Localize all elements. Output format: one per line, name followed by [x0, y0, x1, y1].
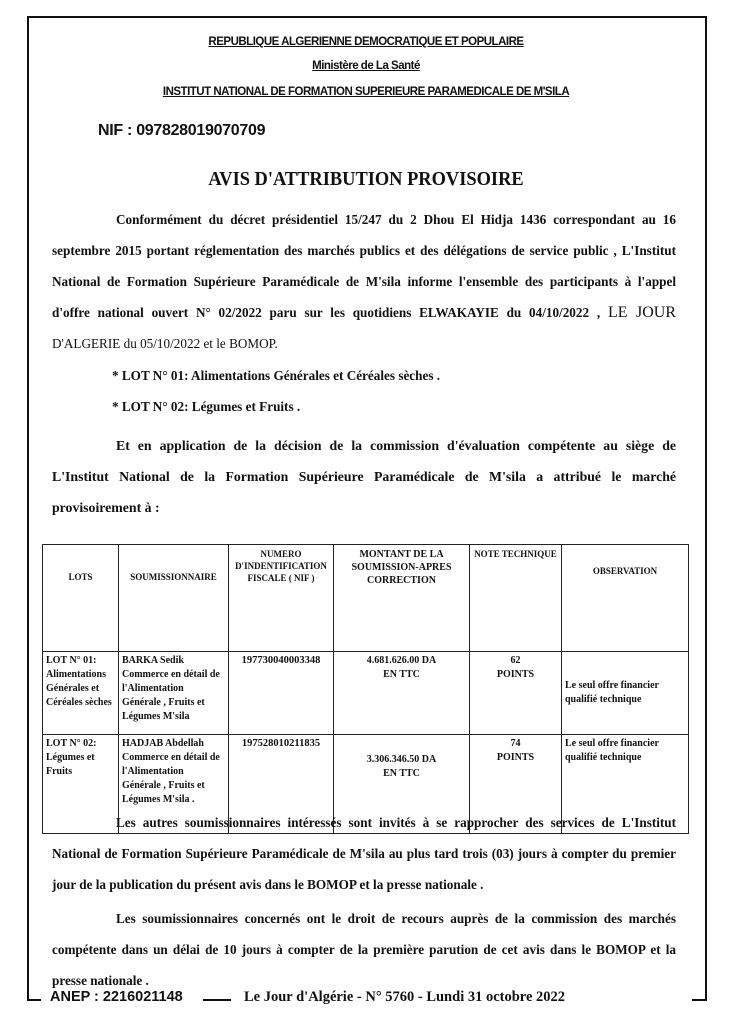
amount-suffix: EN TTC	[383, 768, 420, 779]
frame-bottom-left	[27, 999, 41, 1001]
amount-value: 4.681.626.00 DA	[366, 655, 437, 666]
recourse-paragraph: Les soumissionnaires concernés ont le droit de recours auprès de la commission des marchés compétente dans un délai de 10 jours à compter de la première parution de cet avis dans le BOMOP et la presse nationale .	[52, 911, 676, 988]
intro-paragraph	[52, 204, 676, 359]
amount-cell	[334, 652, 470, 735]
notice-title: AVIS D'ATTRIBUTION PROVISOIRE	[208, 168, 524, 190]
ministry-heading: Ministère de La Santé	[312, 60, 420, 72]
lot-cell: LOT N° 01: Alimentations Générales et Céréales sèches	[43, 652, 119, 735]
table-row	[43, 652, 689, 735]
column-header: OBSERVATION	[562, 545, 689, 652]
nif-number: NIF : 097828019070709	[98, 122, 266, 139]
newspaper-name: LE JOUR	[607, 304, 676, 321]
lot-item: * LOT N° 02: Légumes et Fruits .	[112, 399, 301, 414]
journal-reference: Le Jour d'Algérie - N° 5760 - Lundi 31 octobre 2022	[240, 989, 569, 1011]
score-cell	[470, 652, 562, 735]
column-header: NUMERO D'INDENTIFICATION FISCALE ( NIF )	[229, 545, 334, 652]
score-value: 74	[510, 738, 521, 749]
intro-text-end: D'ALGERIE du 05/10/2022 et le BOMOP.	[52, 336, 278, 351]
amount-suffix: EN TTC	[383, 669, 420, 680]
decision-paragraph: Et en application de la décision de la commission d'évaluation compétente au siège de L'Institut National de la Formation Supérieure Paramédicale de M'sila a attribué le marché provisoirement à :	[52, 438, 676, 515]
anep-number: ANEP : 2216021148	[48, 989, 185, 1011]
column-header: NOTE TECHNIQUE	[470, 545, 562, 652]
column-header: MONTANT DE LA SOUMISSION-APRES CORRECTION	[334, 545, 470, 652]
lot-cell: LOT N° 02: Légumes et Fruits	[43, 735, 119, 834]
observation-cell: Le seul offre financier qualifié technique	[562, 652, 689, 735]
score-unit: POINTS	[496, 752, 535, 763]
footer-dash	[203, 999, 231, 1001]
score-unit: POINTS	[496, 669, 535, 680]
attribution-table	[42, 544, 689, 834]
bidder-cell: BARKA Sedik Commerce en détail de l'Alimentation Générale , Fruits et Légumes M'sila	[119, 652, 229, 735]
nif-cell: 197730040003348	[229, 652, 334, 735]
score-value: 62	[510, 655, 521, 666]
table-header-row	[43, 545, 689, 652]
republic-heading: REPUBLIQUE ALGERIENNE DEMOCRATIQUE ET POPULAIRE	[208, 36, 524, 48]
institute-heading: INSTITUT NATIONAL DE FORMATION SUPERIEURE PARAMEDICALE DE M'SILA	[162, 86, 570, 98]
column-header: SOUMISSIONNAIRE	[119, 545, 229, 652]
others-paragraph: Les autres soumissionnaires intéressés sont invités à se rapprocher des services de L'Institut National de Formation Supérieure Paramédicale de M'sila au plus tard trois (03) jours à compter du premier jour de la publication du présent avis dans le BOMOP et la presse nationale .	[52, 815, 676, 892]
column-header: LOTS	[43, 545, 119, 652]
frame-bottom-right	[692, 999, 707, 1001]
bidder-cell: HADJAB Abdellah Commerce en détail de l'Alimentation Générale , Fruits et Légumes M'sila .	[119, 735, 229, 834]
nif-cell: 197528010211835	[229, 735, 334, 834]
intro-text: Conformément du décret présidentiel 15/247 du 2 Dhou El Hidja 1436 correspondant au 16 septembre 2015 portant réglementation des marchés publics et des délégations de service public , L'Institut National de Formation Supérieure Paramédicale de M'sila informe l'ensemble des participants à l'appel d'offre national ouvert N° 02/2022 paru sur les quotidiens ELWAKAYIE du 04/10/2022 ,	[52, 212, 676, 320]
observation-cell: Le seul offre financier qualifié technique	[562, 735, 689, 834]
lot-item: * LOT N° 01: Alimentations Générales et Céréales sèches .	[112, 368, 441, 383]
amount-value: 3.306.346.50 DA	[366, 754, 437, 765]
